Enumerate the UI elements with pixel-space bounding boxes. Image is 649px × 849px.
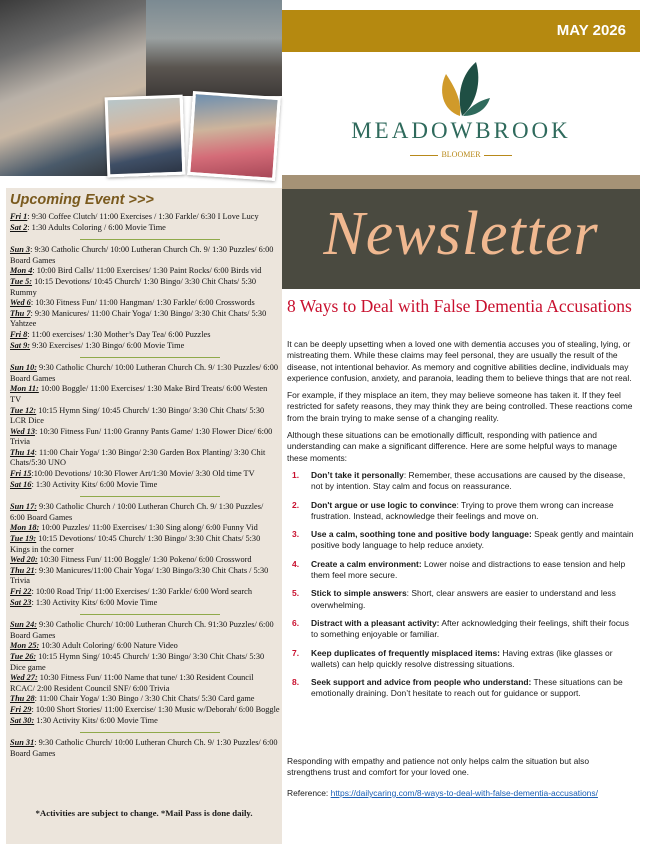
tip-number: 7. xyxy=(292,647,300,658)
event-text: 9:30 Catholic Church/ 10:00 Lutheran Church Ch. 9/ 1:30 Puzzles/ 6:00 Board Games xyxy=(10,363,279,383)
event-text: : 9:30 Manicures/11:00 Chair Yoga/ 1:30 Bingo/3:30 Chit Chats / 5:30 Trivia xyxy=(10,565,269,586)
week-separator xyxy=(80,614,220,615)
event-entry xyxy=(10,738,280,759)
event-day: Sun 10: xyxy=(10,363,37,373)
event-day: Sat 16 xyxy=(10,479,32,489)
event-text: : 1:30 Activity Kits/ 6:00 Movie Time xyxy=(31,479,158,489)
reference-label: Reference: xyxy=(287,788,331,798)
sub-brand xyxy=(282,150,640,159)
event-entry xyxy=(10,363,280,384)
intro-paragraph: For example, if they misplace an item, they may believe someone has taken it. If they feel restricted for safety reasons, they may think they are being controlled. These reactions come from the brain trying to make sense of a changing reality. xyxy=(287,390,633,423)
event-day: Mon 11: xyxy=(10,384,39,394)
event-day: Sat 23 xyxy=(10,597,32,607)
event-text: : 10:00 Short Stories/ 11:00 Exercise/ 1:30 Music w/Deborah/ 6:00 Boggle xyxy=(31,704,280,714)
week-separator xyxy=(80,357,220,358)
event-day: Sat 30: xyxy=(10,715,35,725)
closing-paragraph: Responding with empathy and patience not only helps calm the situation but also strengthens trust and comfort for your loved one. xyxy=(287,756,590,778)
event-entry xyxy=(10,502,280,523)
month-label: MAY 2026 xyxy=(556,22,626,39)
tip-title: Keep duplicates of frequently misplaced items: xyxy=(311,647,500,658)
event-week xyxy=(10,502,280,608)
event-text: 9:30 Catholic Church/ 10:00 Lutheran Church Ch. 91:30 Puzzles/ 6:00 Board Games xyxy=(10,620,274,640)
tip-item xyxy=(287,500,635,523)
resident-photo-3 xyxy=(105,95,186,178)
newsletter-title: Newsletter xyxy=(323,200,599,268)
event-text: : 11:00 Chair Yoga/ 1:30 Bingo / 3:30 Chit Chats/ 5:30 Card game xyxy=(34,694,255,704)
event-entry xyxy=(10,641,280,652)
event-day: Mon 4 xyxy=(10,266,33,276)
tip-title: Seek support and advice from people who understand: xyxy=(311,677,532,688)
event-day: Tue 19: xyxy=(10,534,37,544)
event-day: Fri 29 xyxy=(10,704,32,714)
event-entry xyxy=(10,266,280,277)
tip-text: : Short, clear answers are easier to understand and less overwhelming. xyxy=(311,588,616,610)
event-entry xyxy=(10,330,280,341)
event-entry xyxy=(10,555,280,566)
tip-text: Having extras (like glasses or wallets) can help quickly resolve distressing situations. xyxy=(311,647,613,669)
event-text: 10:00 Boggle/ 11:00 Exercises/ 1:30 Make Bird Treats/ 6:00 Westen TV xyxy=(10,384,268,404)
event-day: Tue 26: xyxy=(10,651,37,661)
event-text: 9:30 Catholic Church / 10:00 Lutheran Church Ch. 9/ 1:30 Puzzles/ 6:00 Board Games xyxy=(10,502,264,522)
event-entry xyxy=(10,523,280,534)
event-day: Fri 8 xyxy=(10,329,28,339)
tip-item xyxy=(287,648,635,671)
tip-number: 2. xyxy=(292,499,300,510)
event-text: : 10:00 Road Trip/ 11:00 Exercises/ 1:30 Farkle/ 6:00 Word search xyxy=(31,587,253,596)
event-text: : 9:30 Manicures/ 11:00 Chair Yoga/ 1:30 Bingo/ 3:30 Chit Chats/ 5:30 Yahtzee xyxy=(10,308,267,329)
event-week xyxy=(10,245,280,351)
event-text: 10:00 Puzzles/ 11:00 Exercises/ 1:30 Sing along/ 6:00 Funny Vid xyxy=(39,523,258,533)
tip-text: : Trying to prove them wrong can increase frustration. Instead, acknowledge their feelings and move on. xyxy=(311,499,614,521)
event-day: Wed 27: xyxy=(10,673,38,683)
event-day: Fri 1 xyxy=(10,212,28,221)
event-entry xyxy=(10,212,280,223)
reference xyxy=(287,788,647,798)
divider xyxy=(410,155,438,156)
tip-number: 6. xyxy=(292,617,300,628)
week-separator xyxy=(80,496,220,497)
tips-list xyxy=(287,470,635,700)
event-text: : 9:30 Coffee Clutch/ 11:00 Exercises / 1:30 Farkle/ 6:30 I Love Lucy xyxy=(27,212,259,221)
event-entry xyxy=(10,469,280,480)
event-day: Thu 7 xyxy=(10,308,31,318)
reference-link[interactable]: https://dailycaring.com/8-ways-to-deal-with-false-dementia-accusations/ xyxy=(330,788,598,798)
event-text: 10:15 Hymn Sing/ 10:45 Church/ 1:30 Bingo/ 3:30 Chit Chats/ 5:30 LCR Dice xyxy=(10,405,265,426)
tip-text: : Remember, these accusations are caused by the disease, not by intention. Stay calm and focus on reassurance. xyxy=(311,469,626,492)
event-day: Sun 31 xyxy=(10,738,35,748)
event-day: Sun 17: xyxy=(10,502,37,512)
tip-title: Distract with a pleasant activity: xyxy=(311,617,440,628)
tip-title: Don’t take it personally xyxy=(311,469,404,480)
event-day: Wed 20: xyxy=(10,555,38,565)
event-day: Thu 21 xyxy=(10,565,35,575)
tip-text: Lower noise and distractions to ease tension and help them feel more secure. xyxy=(311,558,626,581)
event-text: : 10:30 Fitness Fun/ 11:00 Hangman/ 1:30 Farkle/ 6:00 Crosswords xyxy=(30,298,255,308)
article-body xyxy=(287,339,635,707)
newsletter-banner xyxy=(282,189,640,289)
event-entry xyxy=(10,705,280,716)
event-entry xyxy=(10,277,280,298)
activities-footnote: *Activities are subject to change. *Mail Pass is done daily. xyxy=(35,808,253,818)
tip-number: 8. xyxy=(292,677,300,688)
event-text: : 10:00 Bird Calls/ 11:00 Exercises/ 1:30 Paint Rocks/ 6:00 Birds vid xyxy=(32,266,262,276)
event-text: : 1:30 Adults Coloring / 6:00 Movie Time xyxy=(27,222,166,232)
event-day: Wed 6 xyxy=(10,298,31,308)
tip-number: 1. xyxy=(292,469,300,480)
tip-title: Create a calm environment: xyxy=(311,558,422,569)
event-text: : 1:30 Activity Kits/ 6:00 Movie Time xyxy=(31,597,158,607)
event-entry xyxy=(10,534,280,555)
tip-number: 3. xyxy=(292,529,300,540)
event-text: : 11:00 Chair Yoga/ 1:30 Bingo/ 2:30 Garden Box Planting/ 3:30 Chit Chats/5:30 UNO xyxy=(10,447,266,468)
month-bar xyxy=(282,10,640,52)
event-day: Sun 24: xyxy=(10,620,37,630)
intro-paragraph: Although these situations can be emotionally difficult, responding with patience and understanding can make a significant difference. Here are some helpful ways to manage these moments: xyxy=(287,430,618,463)
event-week xyxy=(10,738,280,759)
tip-item xyxy=(287,618,635,641)
tip-item xyxy=(287,677,635,700)
event-day: Wed 13 xyxy=(10,426,35,436)
upcoming-events-title: Upcoming Event >>> xyxy=(10,192,154,208)
event-text: 10:30 Fitness Fun/ 11:00 Boggle/ 1:30 Pokeno/ 6:00 Crossword xyxy=(37,555,252,565)
tip-item xyxy=(287,559,635,582)
event-day: Tue 5: xyxy=(10,276,33,286)
event-day: Sat 2 xyxy=(10,222,28,232)
event-text: 1:30 Activity Kits/ 6:00 Movie Time xyxy=(34,715,158,725)
upcoming-events-panel xyxy=(6,188,282,844)
event-text: : 10:30 Fitness Fun/ 11:00 Granny Pants Game/ 1:30 Flower Dice/ 6:00 Trivia xyxy=(10,426,273,447)
event-day: Sun 3 xyxy=(10,245,31,255)
tip-item xyxy=(287,470,635,493)
event-day: Mon 25: xyxy=(10,641,40,651)
event-week xyxy=(10,212,280,233)
event-entry xyxy=(10,406,280,427)
tip-item xyxy=(287,588,635,611)
event-text: 10:15 Devotions/ 10:45 Church/ 1:30 Bingo/ 3:30 Chit Chats/ 5:30 Kings in the corner xyxy=(10,534,261,554)
event-entry xyxy=(10,480,280,491)
event-day: Tue 12: xyxy=(10,405,37,415)
resident-photo-2 xyxy=(146,0,282,96)
event-entry xyxy=(10,341,280,352)
event-entry xyxy=(10,566,280,587)
event-entry xyxy=(10,384,280,405)
tip-text: These situations can be emotionally draining. Don’t hesitate to reach out for guidance or support. xyxy=(311,677,623,699)
event-entry xyxy=(10,598,280,609)
intro-paragraph: It can be deeply upsetting when a loved one with dementia accuses you of stealing, lying, or mistreating them. While these claims may feel personal, they are usually the result of the disease, not intentional behavior. As memory and cognitive abilities decline, individuals may experience confusion, anxiety, and paranoia, leading them to believe things that are not real. xyxy=(287,339,632,383)
event-day: Fri 15 xyxy=(10,469,32,479)
event-entry xyxy=(10,448,280,469)
event-text: : 9:30 Catholic Church/ 10:00 Lutheran Church Ch. 9/ 1:30 Puzzles/ 6:00 Board Games xyxy=(10,245,274,265)
tip-title: Don't argue or use logic to convince xyxy=(311,499,457,510)
article-headline: 8 Ways to Deal with False Dementia Accusations xyxy=(287,296,632,316)
event-day: Fri 22 xyxy=(10,587,32,596)
event-text: 10:30 Fitness Fun/ 11:00 Name that tune/ 1:30 Resident Council RCAC/ 2:00 Resident Council SNF/ 6:00 Trivia xyxy=(10,673,254,693)
event-entry xyxy=(10,245,280,266)
event-week xyxy=(10,620,280,726)
event-entry xyxy=(10,620,280,641)
event-text: 9:30 Exercises/ 1:30 Bingo/ 6:00 Movie Time xyxy=(30,340,185,350)
event-entry xyxy=(10,652,280,673)
tip-text: Speak gently and maintain positive body language to help reduce anxiety. xyxy=(311,529,634,551)
leaf-logo-icon xyxy=(432,60,492,118)
event-entry xyxy=(10,587,280,598)
events-list xyxy=(10,212,280,765)
event-entry xyxy=(10,716,280,727)
event-day: Thu 28 xyxy=(10,694,35,704)
event-entry xyxy=(10,694,280,705)
event-text: :10:00 Devotions/ 10:30 Flower Art/1:30 Movie/ 3:30 Old time TV xyxy=(31,469,255,479)
accent-bar xyxy=(282,175,640,189)
event-text: : 9:30 Catholic Church/ 10:00 Lutheran Church Ch. 9/ 1:30 Puzzles/ 6:00 Board Games xyxy=(10,738,278,758)
event-entry xyxy=(10,223,280,234)
brand-name: MEADOWBROOK xyxy=(351,118,571,143)
week-separator xyxy=(80,732,220,733)
tip-text: After acknowledging their feelings, shift their focus to something enjoyable or familiar. xyxy=(311,617,629,640)
photo-collage xyxy=(0,0,282,190)
event-day: Mon 18: xyxy=(10,523,40,533)
event-day: Thu 14 xyxy=(10,447,35,457)
event-text: 10:15 Devotions/ 10:45 Church/ 1:30 Bingo/ 3:30 Chit Chats/ 5:30 Rummy xyxy=(10,276,257,297)
event-entry xyxy=(10,309,280,330)
event-day: Sat 9: xyxy=(10,340,31,350)
sub-brand-label: BLOOMER xyxy=(441,150,481,159)
event-entry xyxy=(10,427,280,448)
event-week xyxy=(10,363,280,490)
week-separator xyxy=(80,239,220,240)
event-text: : 11:00 exercises/ 1:30 Mother’s Day Tea/ 6:00 Puzzles xyxy=(27,329,211,339)
tip-title: Use a calm, soothing tone and positive body language: xyxy=(311,529,532,540)
event-entry xyxy=(10,298,280,309)
divider xyxy=(484,155,512,156)
resident-photo-4 xyxy=(187,91,281,181)
event-entry xyxy=(10,673,280,694)
tip-item xyxy=(287,529,635,552)
tip-title: Stick to simple answers xyxy=(311,588,407,599)
meadowbrook-logo xyxy=(282,56,640,176)
tip-number: 4. xyxy=(292,558,300,569)
event-text: 10:30 Adult Coloring/ 6:00 Nature Video xyxy=(39,641,178,651)
event-text: 10:15 Hymn Sing/ 10:45 Church/ 1:30 Bingo/ 3:30 Chit Chats/ 5:30 Dice game xyxy=(10,651,265,672)
tip-number: 5. xyxy=(292,588,300,599)
